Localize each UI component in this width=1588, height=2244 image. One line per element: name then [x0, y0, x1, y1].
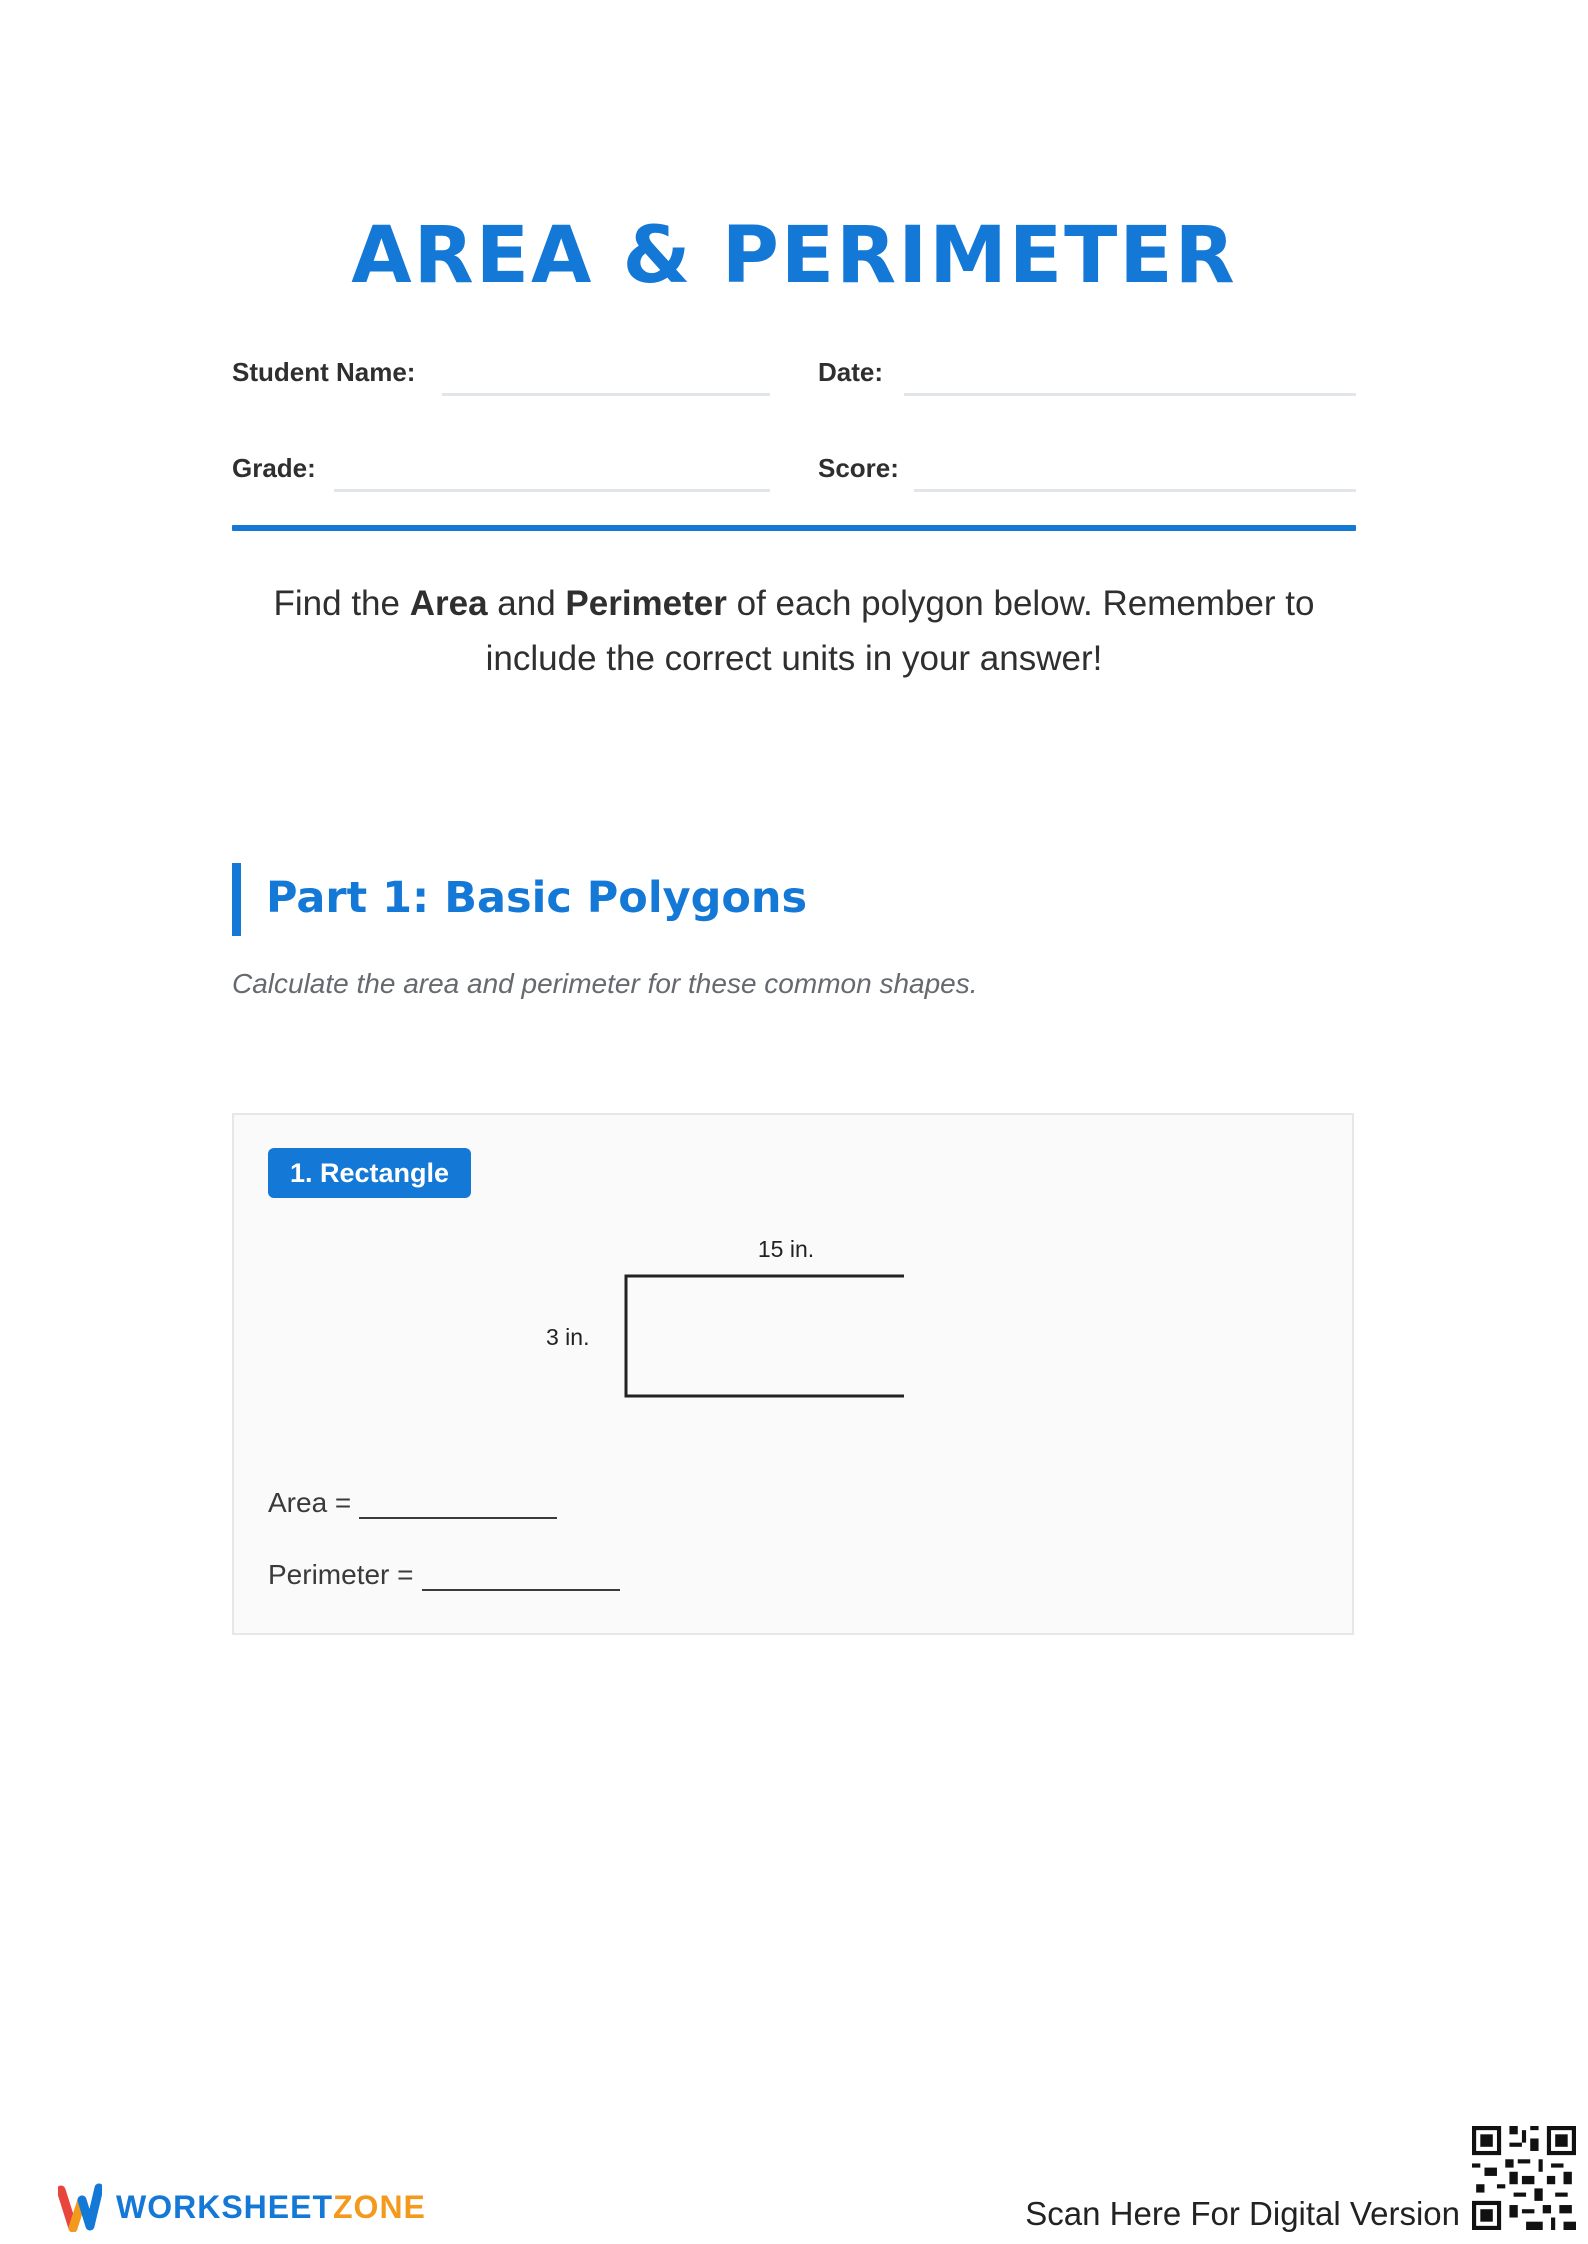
header-divider: [232, 525, 1356, 531]
brand-logo: [58, 2182, 426, 2232]
problem-label-badge: 1. Rectangle: [268, 1148, 471, 1198]
instructions: [232, 576, 1356, 686]
page-title: AREA & PERIMETER: [351, 211, 1237, 301]
rectangle-shape: [626, 1276, 904, 1396]
rectangle-figure: [544, 1235, 904, 1405]
perimeter-answer: [268, 1559, 620, 1591]
student-name-field[interactable]: [442, 393, 770, 396]
instructions-perimeter-bold: Perimeter: [565, 584, 727, 623]
area-label: Area =: [268, 1487, 352, 1518]
area-answer: [268, 1487, 557, 1519]
date-field[interactable]: [904, 393, 1356, 396]
area-answer-blank[interactable]: [359, 1493, 557, 1519]
instructions-text: Find the: [273, 584, 410, 623]
section-accent-bar: [232, 863, 241, 936]
qr-code-icon[interactable]: [1472, 2126, 1576, 2230]
width-label: 15 in.: [757, 1236, 815, 1262]
instructions-area-bold: Area: [409, 584, 488, 623]
scan-caption: Scan Here For Digital Version: [1025, 2195, 1460, 2232]
problem-card: [232, 1113, 1354, 1635]
brand-name-part1: WORKSHEET: [116, 2188, 333, 2225]
perimeter-label: Perimeter =: [268, 1559, 414, 1590]
worksheetzone-logo-icon: [58, 2182, 102, 2232]
grade-label: Grade:: [232, 453, 316, 483]
perimeter-answer-blank[interactable]: [422, 1565, 620, 1591]
section-subtitle: Calculate the area and perimeter for these common shapes.: [232, 968, 978, 999]
height-label: 3 in.: [546, 1324, 590, 1350]
brand-name: [116, 2189, 426, 2226]
section-title: Part 1: Basic Polygons: [266, 873, 808, 923]
student-name-label: Student Name:: [232, 357, 416, 387]
grade-field[interactable]: [334, 489, 770, 492]
score-field[interactable]: [914, 489, 1356, 492]
brand-name-part2: ZONE: [333, 2188, 426, 2225]
instructions-text: of each polygon below. Remember to include the correct units in your answer!: [485, 584, 1315, 678]
instructions-text: and: [487, 584, 566, 623]
date-label: Date:: [818, 357, 884, 387]
score-label: Score:: [818, 453, 899, 483]
